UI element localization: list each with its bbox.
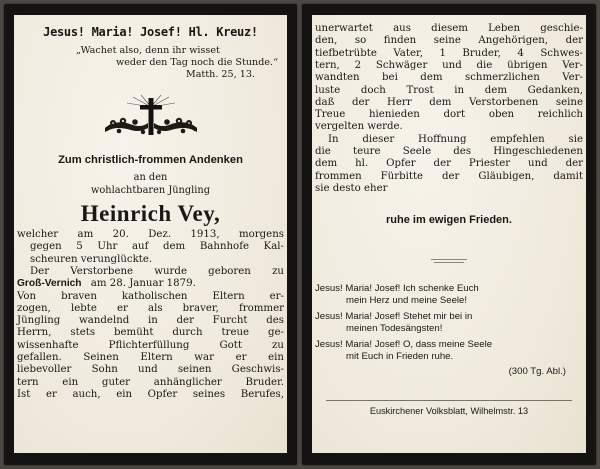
body-line: luste doch Trost in dem Gedanken,	[315, 84, 583, 96]
prayer-line: mit Euch in Frieden ruhe.	[346, 351, 454, 363]
body-line: sie desto eher	[315, 182, 388, 194]
memorial-subtitle: Zum christlich-frommen Andenken	[58, 154, 243, 166]
footer-divider	[326, 400, 572, 401]
card-left-paper	[14, 15, 287, 453]
body-line-birthplace	[14, 278, 287, 290]
body-line: Treue hienieden dort oben reichlich	[315, 109, 583, 121]
closing-phrase: ruhe im ewigen Frieden.	[386, 214, 512, 226]
prayer-line: mein Herz und meine Seele!	[346, 295, 468, 307]
card-left	[4, 4, 297, 465]
an-den-text: an den	[133, 172, 168, 183]
printer-imprint: Euskirchener Volksblatt, Wilhelmstr. 13	[369, 406, 529, 416]
body-line: Ist er auch, ein Opfer seines Berufes,	[17, 388, 284, 400]
body-line: tern, 2 Schwäger und die übrigen Ver-	[315, 59, 583, 71]
body-line: In dieser Hoffnung empfehlen sie	[328, 133, 583, 145]
body-line: Der Verstorbene wurde geboren zu	[30, 265, 284, 277]
honorific-text: wohlachtbaren Jüngling	[91, 185, 210, 196]
quote-line-2: weder den Tag noch die Stunde.“	[115, 57, 278, 68]
body-line: Von braven katholischen Eltern er-	[17, 290, 284, 302]
body-line: liebevoller Sohn und seinen Geschwis-	[17, 364, 284, 376]
body-line: Jüngling wandelnd in der Furcht des	[17, 315, 284, 327]
body-line: die teure Seele des Hingeschiedenen	[315, 146, 583, 157]
quote-reference: Matth. 25, 13.	[185, 69, 255, 80]
ornamental-divider	[434, 262, 464, 263]
ornamental-divider	[431, 259, 467, 260]
cross-with-flowers-ornament	[14, 95, 287, 140]
body-line: gefallen. Seinen Eltern war er ein	[17, 352, 284, 363]
body-line: vergelten werde.	[315, 121, 403, 133]
prayer-line: Jesus! Maria! Josef! O, dass meine Seele	[315, 339, 493, 350]
body-line: unerwartet aus diesem Leben geschie-	[315, 23, 583, 34]
body-line: Herrn, stets bemüht durch treue ge-	[17, 327, 284, 339]
prayer-line: meinen Todesängsten!	[346, 323, 443, 335]
body-line: scheuren verunglückte.	[30, 253, 153, 265]
body-line: den, so finden seine Angehörigen, der	[315, 35, 583, 47]
card-right-paper	[312, 15, 586, 453]
deceased-name: Heinrich Vey,	[80, 201, 221, 226]
card-right	[302, 4, 596, 465]
body-line: tern ein guter anhänglicher Bruder.	[17, 376, 284, 388]
body-line: tiefbetrübte Vater, 1 Bruder, 4 Schwes-	[315, 47, 583, 59]
body-line: zogen, lebte er als braver, frommer	[17, 302, 284, 314]
body-line: welcher am 20. Dez. 1913, morgens	[17, 229, 284, 240]
birth-date-text: am 28. Januar 1879.	[90, 278, 196, 290]
body-line: frommen Fürbitte der Gläubigen, damit	[315, 170, 583, 182]
prayer-line: Jesus! Maria! Josef! Stehet mir bei in	[315, 311, 473, 322]
body-line: wissenhafte Pflichterfüllung Gott zu	[17, 339, 284, 351]
indulgence-note: (300 Tg. Abl.)	[508, 366, 566, 377]
body-line: wandten bei dem schmerzlichen Ver-	[315, 72, 583, 84]
body-line: daß der Herr dem Verstorbenen seine	[315, 96, 583, 108]
body-line: dem hl. Opfer der Priester und der	[315, 158, 583, 170]
prayer-line: Jesus! Maria! Josef! Ich schenke Euch	[315, 283, 479, 294]
invocation-heading: Jesus! Maria! Josef! Hl. Kreuz!	[43, 25, 258, 39]
body-line: gegen 5 Uhr auf dem Bahnhofe Kal-	[30, 241, 284, 253]
quote-line-1: „Wachet also, denn ihr wisset	[76, 45, 220, 56]
birthplace: Groß-Vernich	[17, 278, 82, 290]
